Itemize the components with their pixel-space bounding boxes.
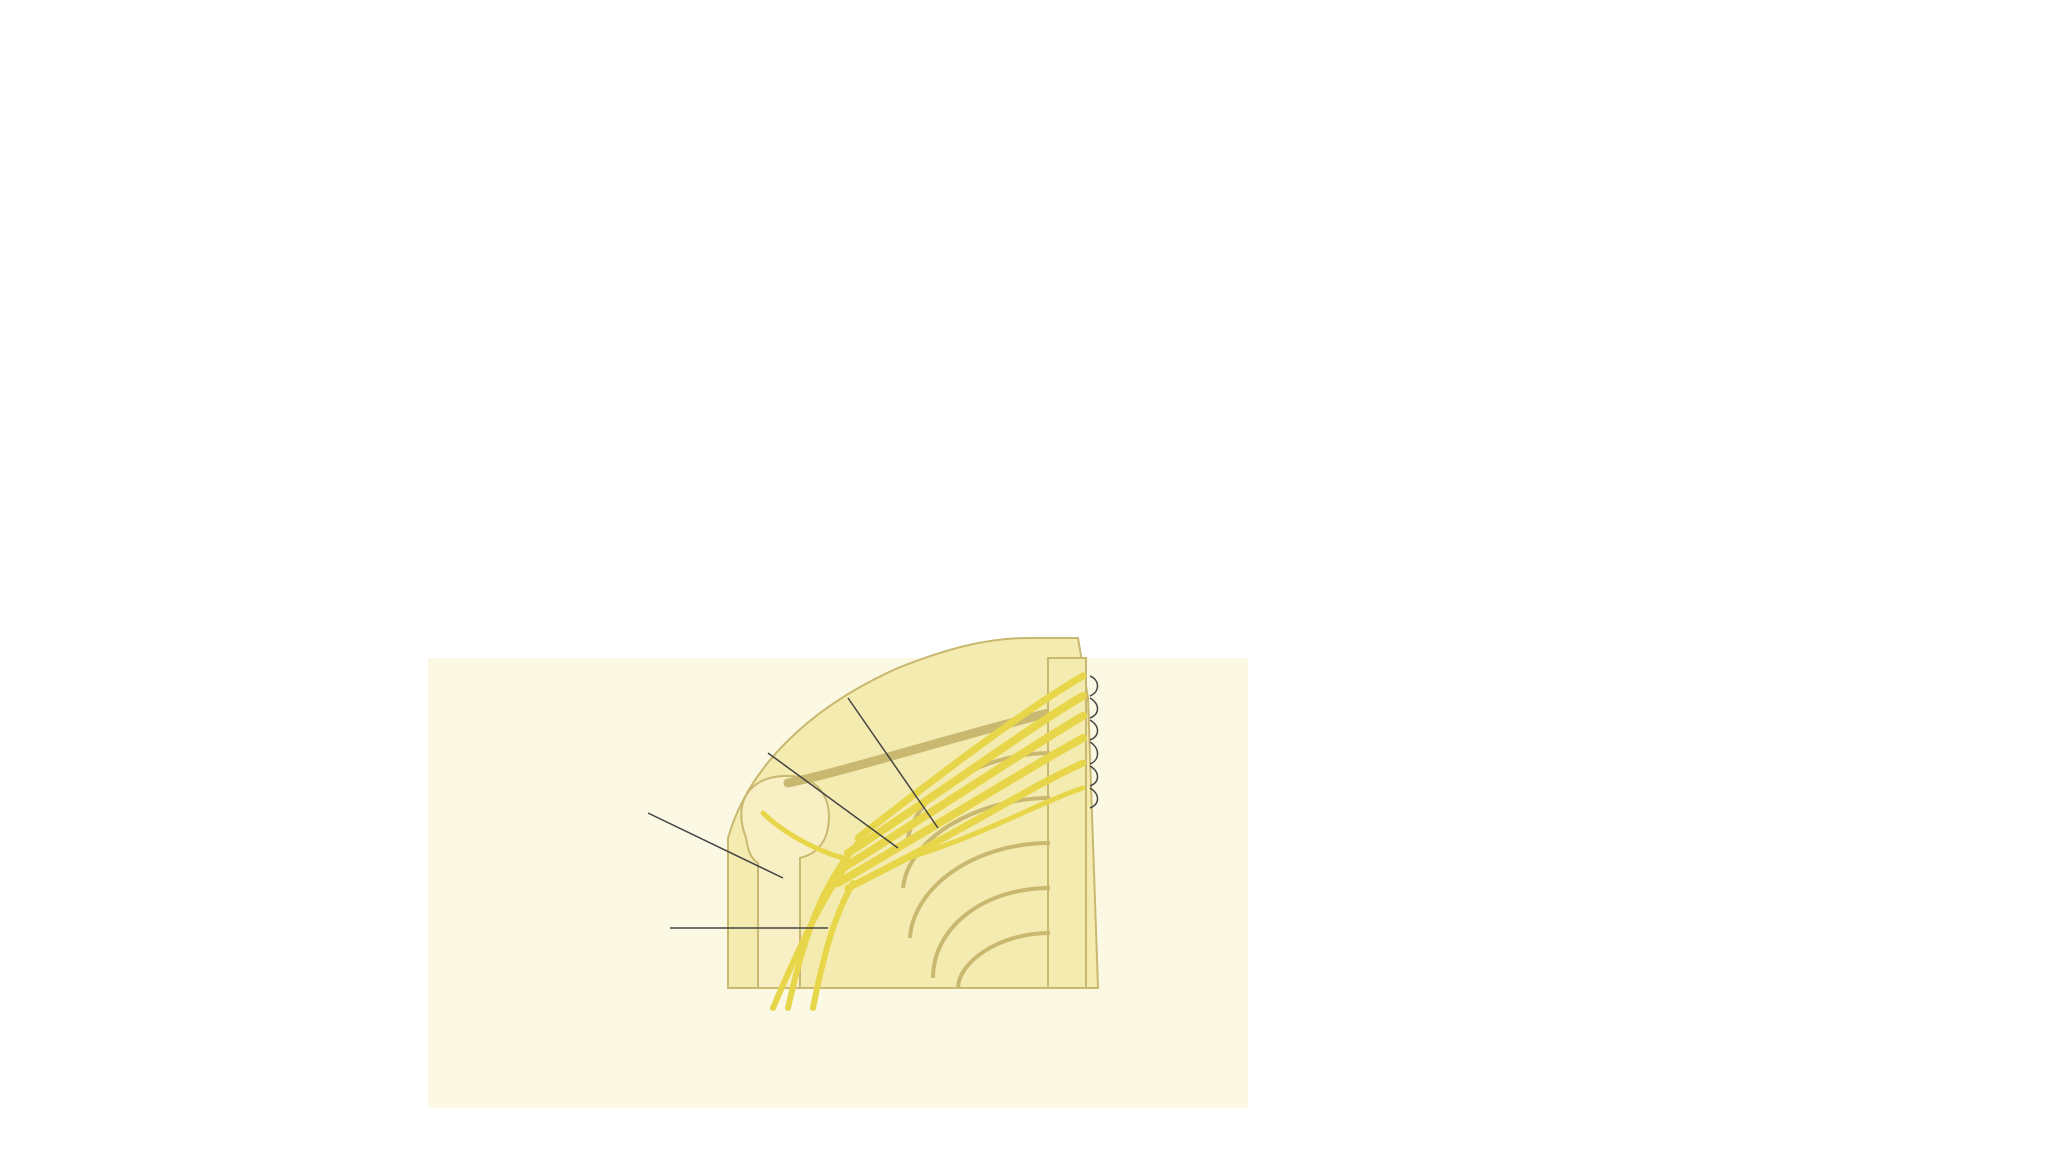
brachial-plexus-illustration	[428, 588, 1288, 1108]
slide-text	[158, 84, 1918, 102]
brachial-plexus-figure	[428, 588, 1288, 1108]
